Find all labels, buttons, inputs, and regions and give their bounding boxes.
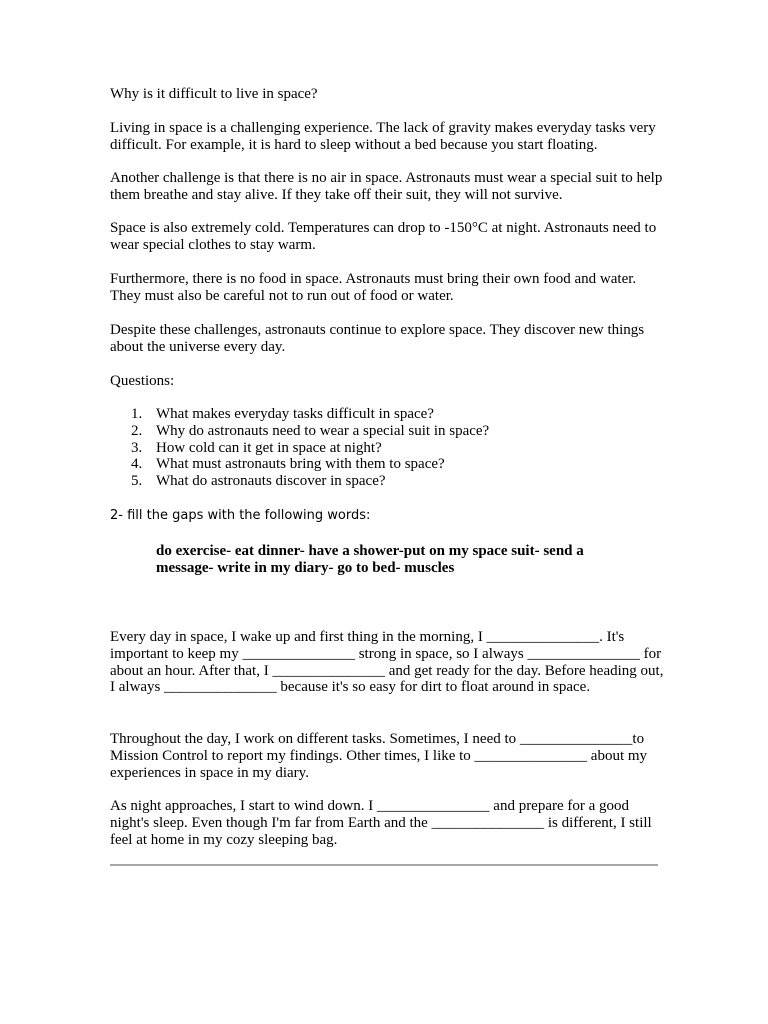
gap-paragraph-morning: Every day in space, I wake up and first thing in the morning, I _______________. It's important to keep my _______________ strong in space, so I always _______________ for about an hour. After that, I _______________ and get ready for the day. Before heading out, I always _______________ because it's so easy for dirt to float around in space. bbox=[110, 629, 664, 696]
question-number: 2. bbox=[131, 422, 143, 439]
question-text: How cold can it get in space at night? bbox=[156, 439, 382, 456]
question-number: 4. bbox=[131, 456, 143, 473]
question-item bbox=[110, 423, 670, 440]
document-title: Why is it difficult to live in space? bbox=[110, 86, 318, 102]
paragraph-explore: Despite these challenges, astronauts continue to explore space. They discover new things about the universe every day. bbox=[110, 322, 645, 355]
gap-paragraph-day: Throughout the day, I work on different tasks. Sometimes, I need to _______________to Mission Control to report my findings. Other times, I like to _______________ about my experiences in space in my diary. bbox=[110, 731, 648, 781]
questions-list bbox=[110, 406, 670, 490]
questions-heading: Questions: bbox=[110, 373, 175, 389]
question-item bbox=[110, 456, 670, 473]
question-text: What makes everyday tasks difficult in space? bbox=[156, 406, 434, 422]
question-item bbox=[110, 406, 670, 423]
paragraph-air: Another challenge is that there is no air in space. Astronauts must wear a special suit to help them breathe and stay alive. If they take off their suit, they will not survive. bbox=[110, 170, 663, 203]
question-text: What do astronauts discover in space? bbox=[156, 473, 386, 490]
question-number: 1. bbox=[131, 406, 143, 422]
question-item bbox=[110, 440, 670, 457]
gap-paragraph-night: As night approaches, I start to wind down. I _______________ and prepare for a good night's sleep. Even though I'm far from Earth and the _______________ is different, I still feel at home in my cozy sleeping bag. bbox=[110, 798, 652, 848]
question-number: 5. bbox=[131, 473, 143, 490]
question-text: What must astronauts bring with them to space? bbox=[156, 456, 445, 473]
paragraph-cold: Space is also extremely cold. Temperatures can drop to -150°C at night. Astronauts need to wear special clothes to stay warm. bbox=[110, 220, 657, 253]
question-number: 3. bbox=[131, 439, 143, 456]
word-bank: do exercise- eat dinner- have a shower-put on my space suit- send a message- write in my diary- go to bed- muscles bbox=[156, 543, 584, 576]
exercise-heading: 2- fill the gaps with the following words: bbox=[110, 508, 371, 523]
question-item bbox=[110, 473, 670, 490]
paragraph-food: Furthermore, there is no food in space. Astronauts must bring their own food and water. They must also be careful not to run out of food or water. bbox=[110, 271, 637, 304]
paragraph-gravity: Living in space is a challenging experience. The lack of gravity makes everyday tasks very difficult. For example, it is hard to sleep without a bed because you start floating. bbox=[110, 120, 656, 153]
horizontal-divider bbox=[110, 864, 658, 866]
question-text: Why do astronauts need to wear a special suit in space? bbox=[156, 422, 490, 439]
